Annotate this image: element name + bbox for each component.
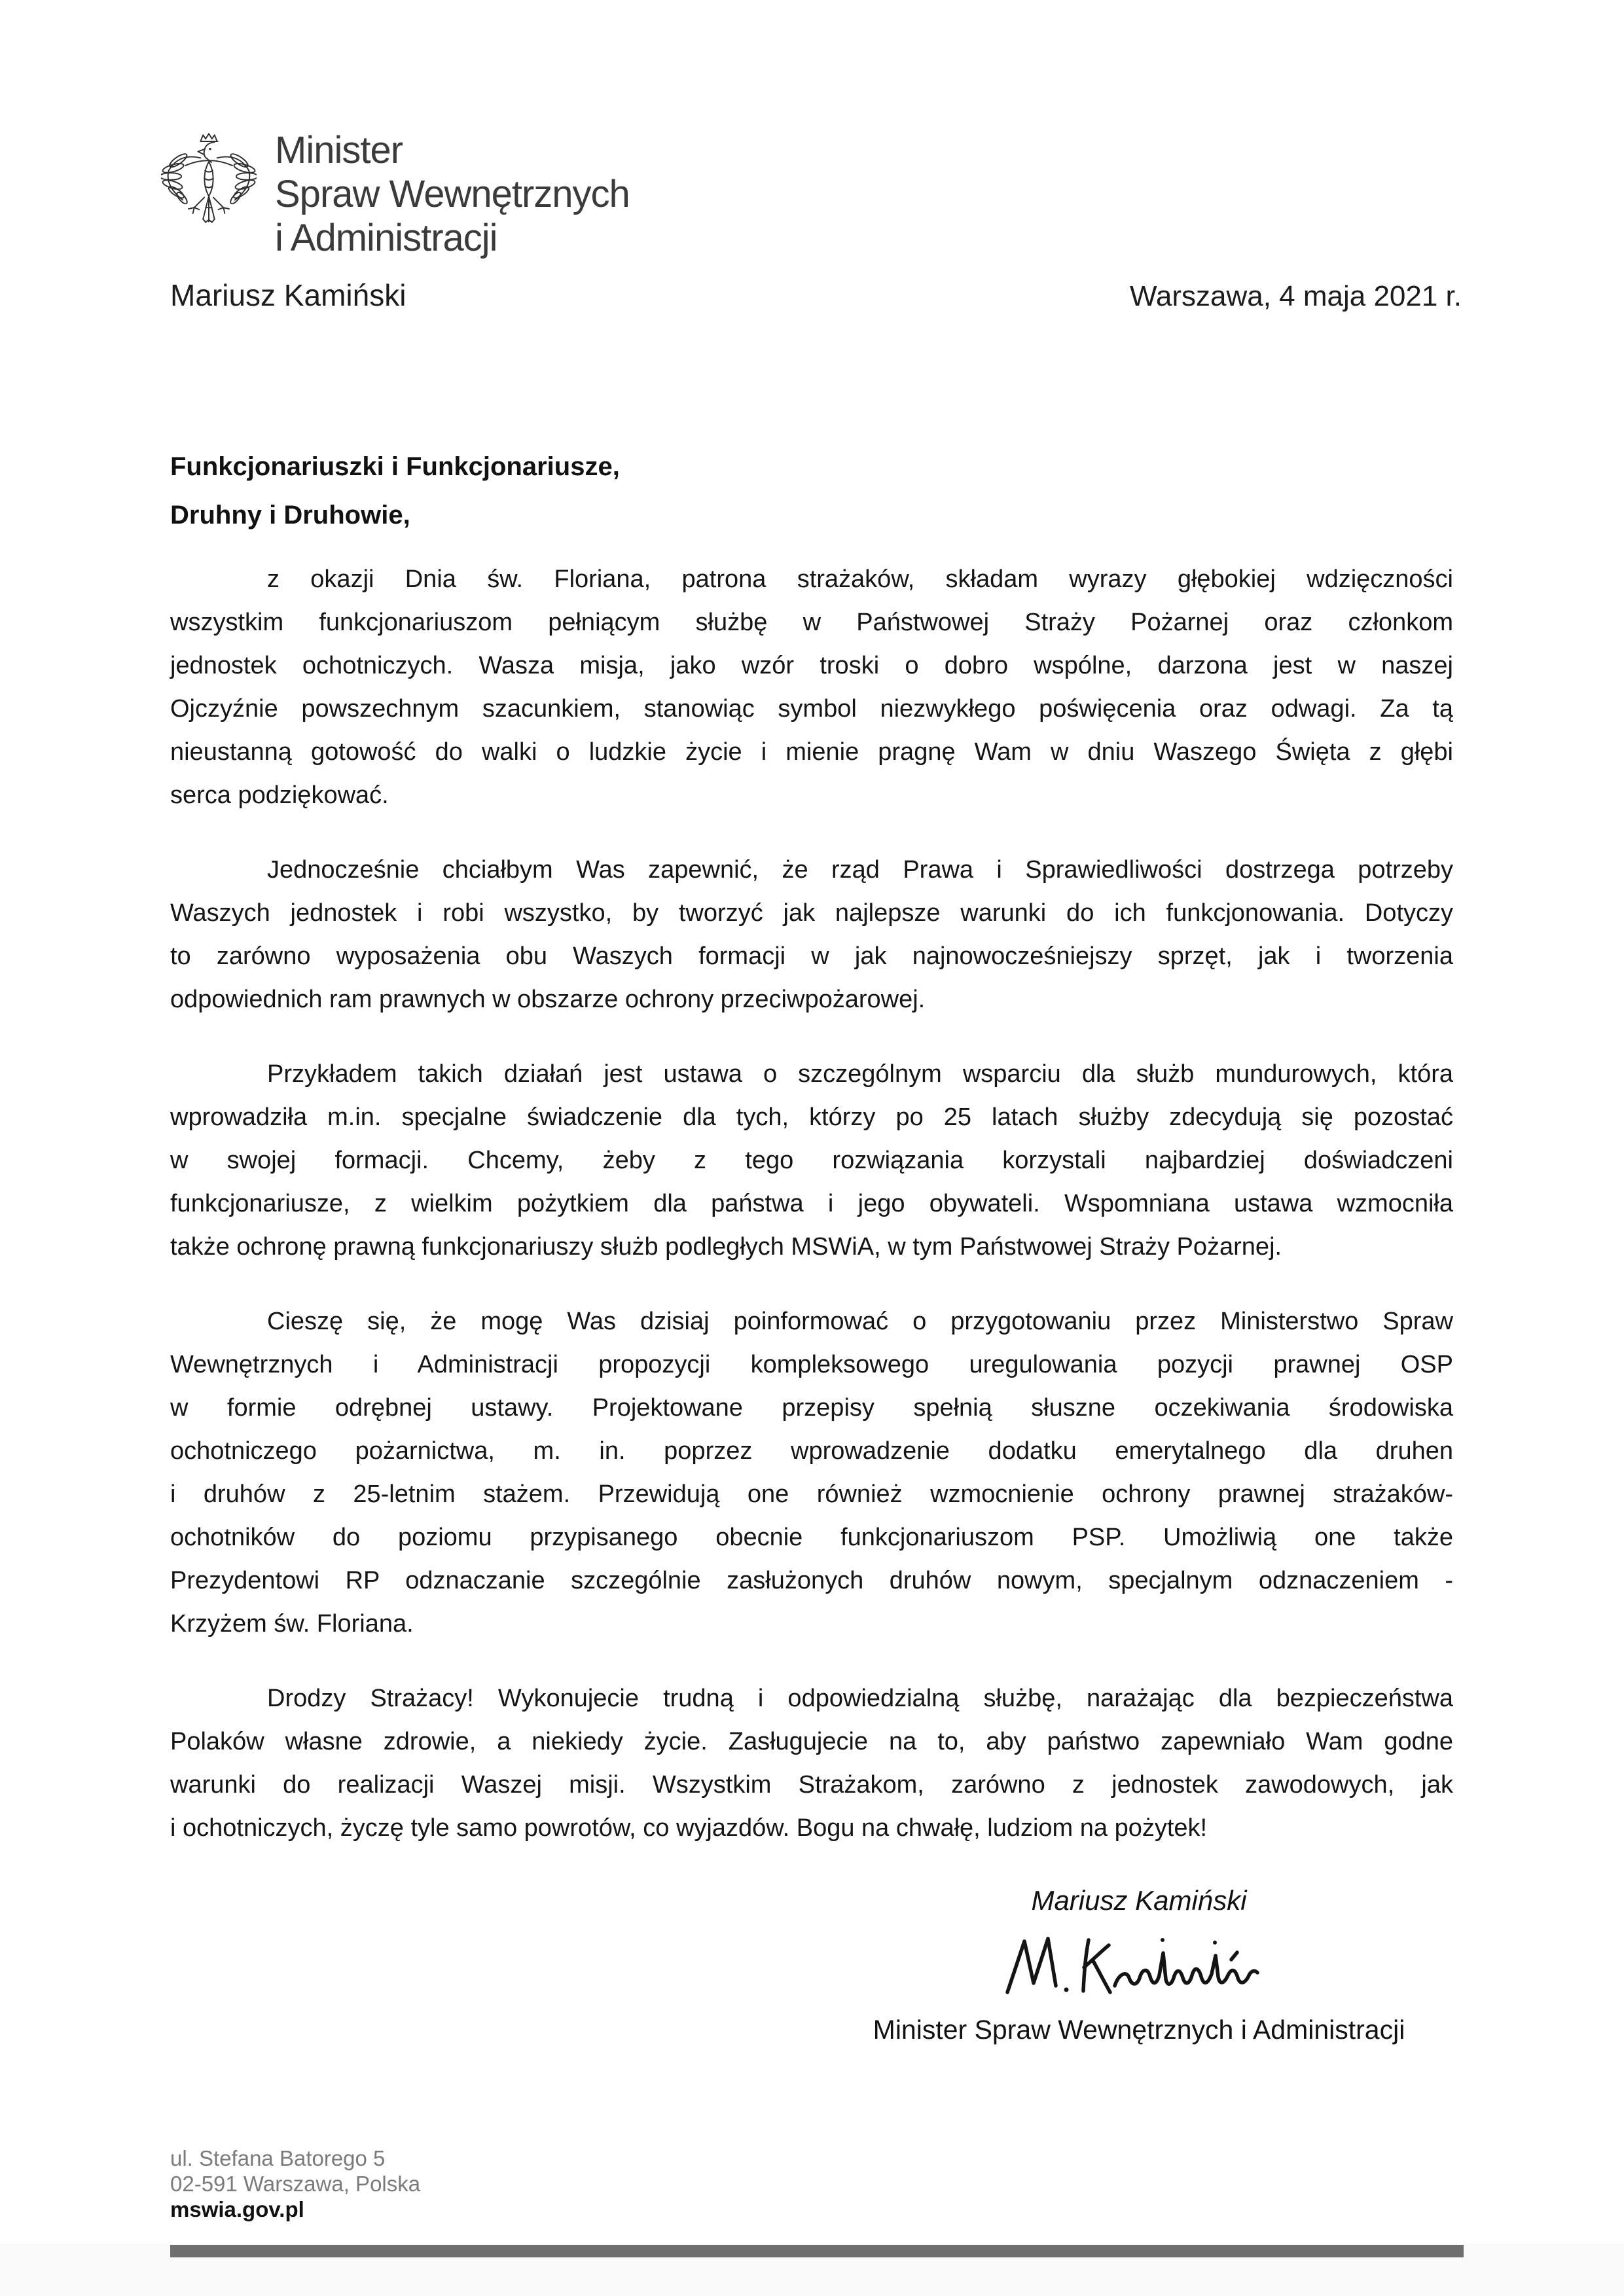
paragraph bbox=[170, 1300, 1453, 1645]
body-line: Cieszę się, że mogę Was dzisiaj poinformować o przygotowaniu przez Ministerstwo Spraw bbox=[267, 1308, 1453, 1335]
signer-title: Minister Spraw Wewnętrznych i Administracji bbox=[873, 2015, 1405, 2045]
salutation bbox=[170, 442, 620, 539]
letter-body bbox=[170, 558, 1453, 1881]
signer-name: Mariusz Kamiński bbox=[1031, 1885, 1247, 1916]
body-line: Ojczyźnie powszechnym szacunkiem, stanowiąc symbol niezwykłego poświęcenia oraz odwagi. Za tą bbox=[170, 695, 1453, 723]
body-line: Krzyżem św. Floriana. bbox=[170, 1610, 414, 1638]
body-line: z okazji Dnia św. Floriana, patrona strażaków, składam wyrazy głębokiej wdzięczności bbox=[267, 565, 1453, 593]
body-line: Wewnętrznych i Administracji propozycji kompleksowego uregulowania pozycji prawnej OSP bbox=[170, 1351, 1453, 1378]
sender-name: Mariusz Kamiński bbox=[170, 278, 406, 312]
body-line: to zarówno wyposażenia obu Waszych formacji w jak najnowocześniejszy sprzęt, jak i tworzenia bbox=[170, 942, 1453, 970]
paragraph bbox=[170, 1052, 1453, 1268]
body-line: odpowiednich ram prawnych w obszarze ochrony przeciwpożarowej. bbox=[170, 986, 926, 1013]
sender-date-row bbox=[170, 278, 1462, 313]
body-line: Przykładem takich działań jest ustawa o szczególnym wsparciu dla służb mundurowych, która bbox=[267, 1060, 1453, 1088]
footer-website: mswia.gov.pl bbox=[170, 2197, 304, 2221]
footer-street: ul. Stefana Batorego 5 bbox=[170, 2146, 386, 2170]
ministry-title-line1: Minister bbox=[275, 129, 403, 171]
body-line: Jednocześnie chciałbym Was zapewnić, że rząd Prawa i Sprawiedliwości dostrzega potrzeby bbox=[267, 856, 1453, 884]
body-line: w formie odrębnej ustawy. Projektowane przepisy spełnią słuszne oczekiwania środowiska bbox=[170, 1394, 1453, 1422]
body-line: i druhów z 25-letnim stażem. Przewidują one również wzmocnienie ochrony prawnej strażaków- bbox=[170, 1480, 1453, 1508]
body-line: jednostek ochotniczych. Wasza misja, jako wzór troski o dobro wspólne, darzona jest w naszej bbox=[170, 652, 1453, 679]
letter-date: Warszawa, 4 maja 2021 r. bbox=[1129, 280, 1462, 312]
handwritten-signature-icon bbox=[998, 1924, 1280, 2009]
body-line: ochotników do poziomu przypisanego obecnie funkcjonariuszom PSP. Umożliwią one także bbox=[170, 1524, 1453, 1551]
ministry-title-line3: i Administracji bbox=[275, 217, 497, 259]
body-line: Polaków własne zdrowie, a niekiedy życie. Zasługujecie na to, aby państwo zapewniało Wam godne bbox=[170, 1728, 1453, 1755]
ministry-title bbox=[275, 128, 630, 260]
bottom-divider-bar bbox=[170, 2245, 1464, 2257]
body-line: warunki do realizacji Waszej misji. Wszystkim Strażakom, zarówno z jednostek zawodowych, jak bbox=[170, 1771, 1453, 1799]
polish-eagle-icon bbox=[161, 130, 257, 247]
body-line: i ochotniczych, życzę tyle samo powrotów, co wyjazdów. Bogu na chwałę, ludziom na pożytek! bbox=[170, 1814, 1208, 1842]
body-line: funkcjonariusze, z wielkim pożytkiem dla państwa i jego obywateli. Wspomniana ustawa wzmocniła bbox=[170, 1190, 1453, 1217]
body-line: w swojej formacji. Chcemy, żeby z tego rozwiązania korzystali najbardziej doświadczeni bbox=[170, 1147, 1453, 1174]
salutation-line1: Funkcjonariuszki i Funkcjonariusze, bbox=[170, 452, 620, 481]
paragraph bbox=[170, 1677, 1453, 1850]
body-line: ochotniczego pożarnictwa, m. in. poprzez wprowadzenie dodatku emerytalnego dla druhen bbox=[170, 1437, 1453, 1465]
footer-city: 02-591 Warszawa, Polska bbox=[170, 2172, 421, 2196]
paragraph bbox=[170, 558, 1453, 817]
ministry-title-line2: Spraw Wewnętrznych bbox=[275, 173, 630, 215]
body-line: nieustanną gotowość do walki o ludzkie życie i mienie pragnę Wam w dniu Waszego Święta z głębi bbox=[170, 738, 1453, 766]
body-line: Prezydentowi RP odznaczanie szczególnie zasłużonych druhów nowym, specjalnym odznaczeniem - bbox=[170, 1567, 1453, 1594]
body-line: także ochronę prawną funkcjonariuszy służb podległych MSWiA, w tym Państwowej Straży Pożarnej. bbox=[170, 1233, 1282, 1261]
paragraph bbox=[170, 848, 1453, 1021]
body-line: serca podziękować. bbox=[170, 781, 389, 809]
body-line: Drodzy Strażacy! Wykonujecie trudną i odpowiedzialną służbę, narażając dla bezpieczeństwa bbox=[267, 1685, 1453, 1712]
body-line: wszystkim funkcjonariuszom pełniącym służbę w Państwowej Straży Pożarnej oraz członkom bbox=[170, 609, 1453, 636]
salutation-line2: Druhny i Druhowie, bbox=[170, 501, 410, 529]
body-line: wprowadziła m.in. specjalne świadczenie dla tych, którzy po 25 latach służby zdecydują się pozostać bbox=[170, 1103, 1453, 1131]
body-line: Waszych jednostek i robi wszystko, by tworzyć jak najlepsze warunki do ich funkcjonowania. Dotyczy bbox=[170, 899, 1453, 927]
closing-block bbox=[812, 1884, 1466, 2046]
footer-address bbox=[170, 2145, 420, 2222]
